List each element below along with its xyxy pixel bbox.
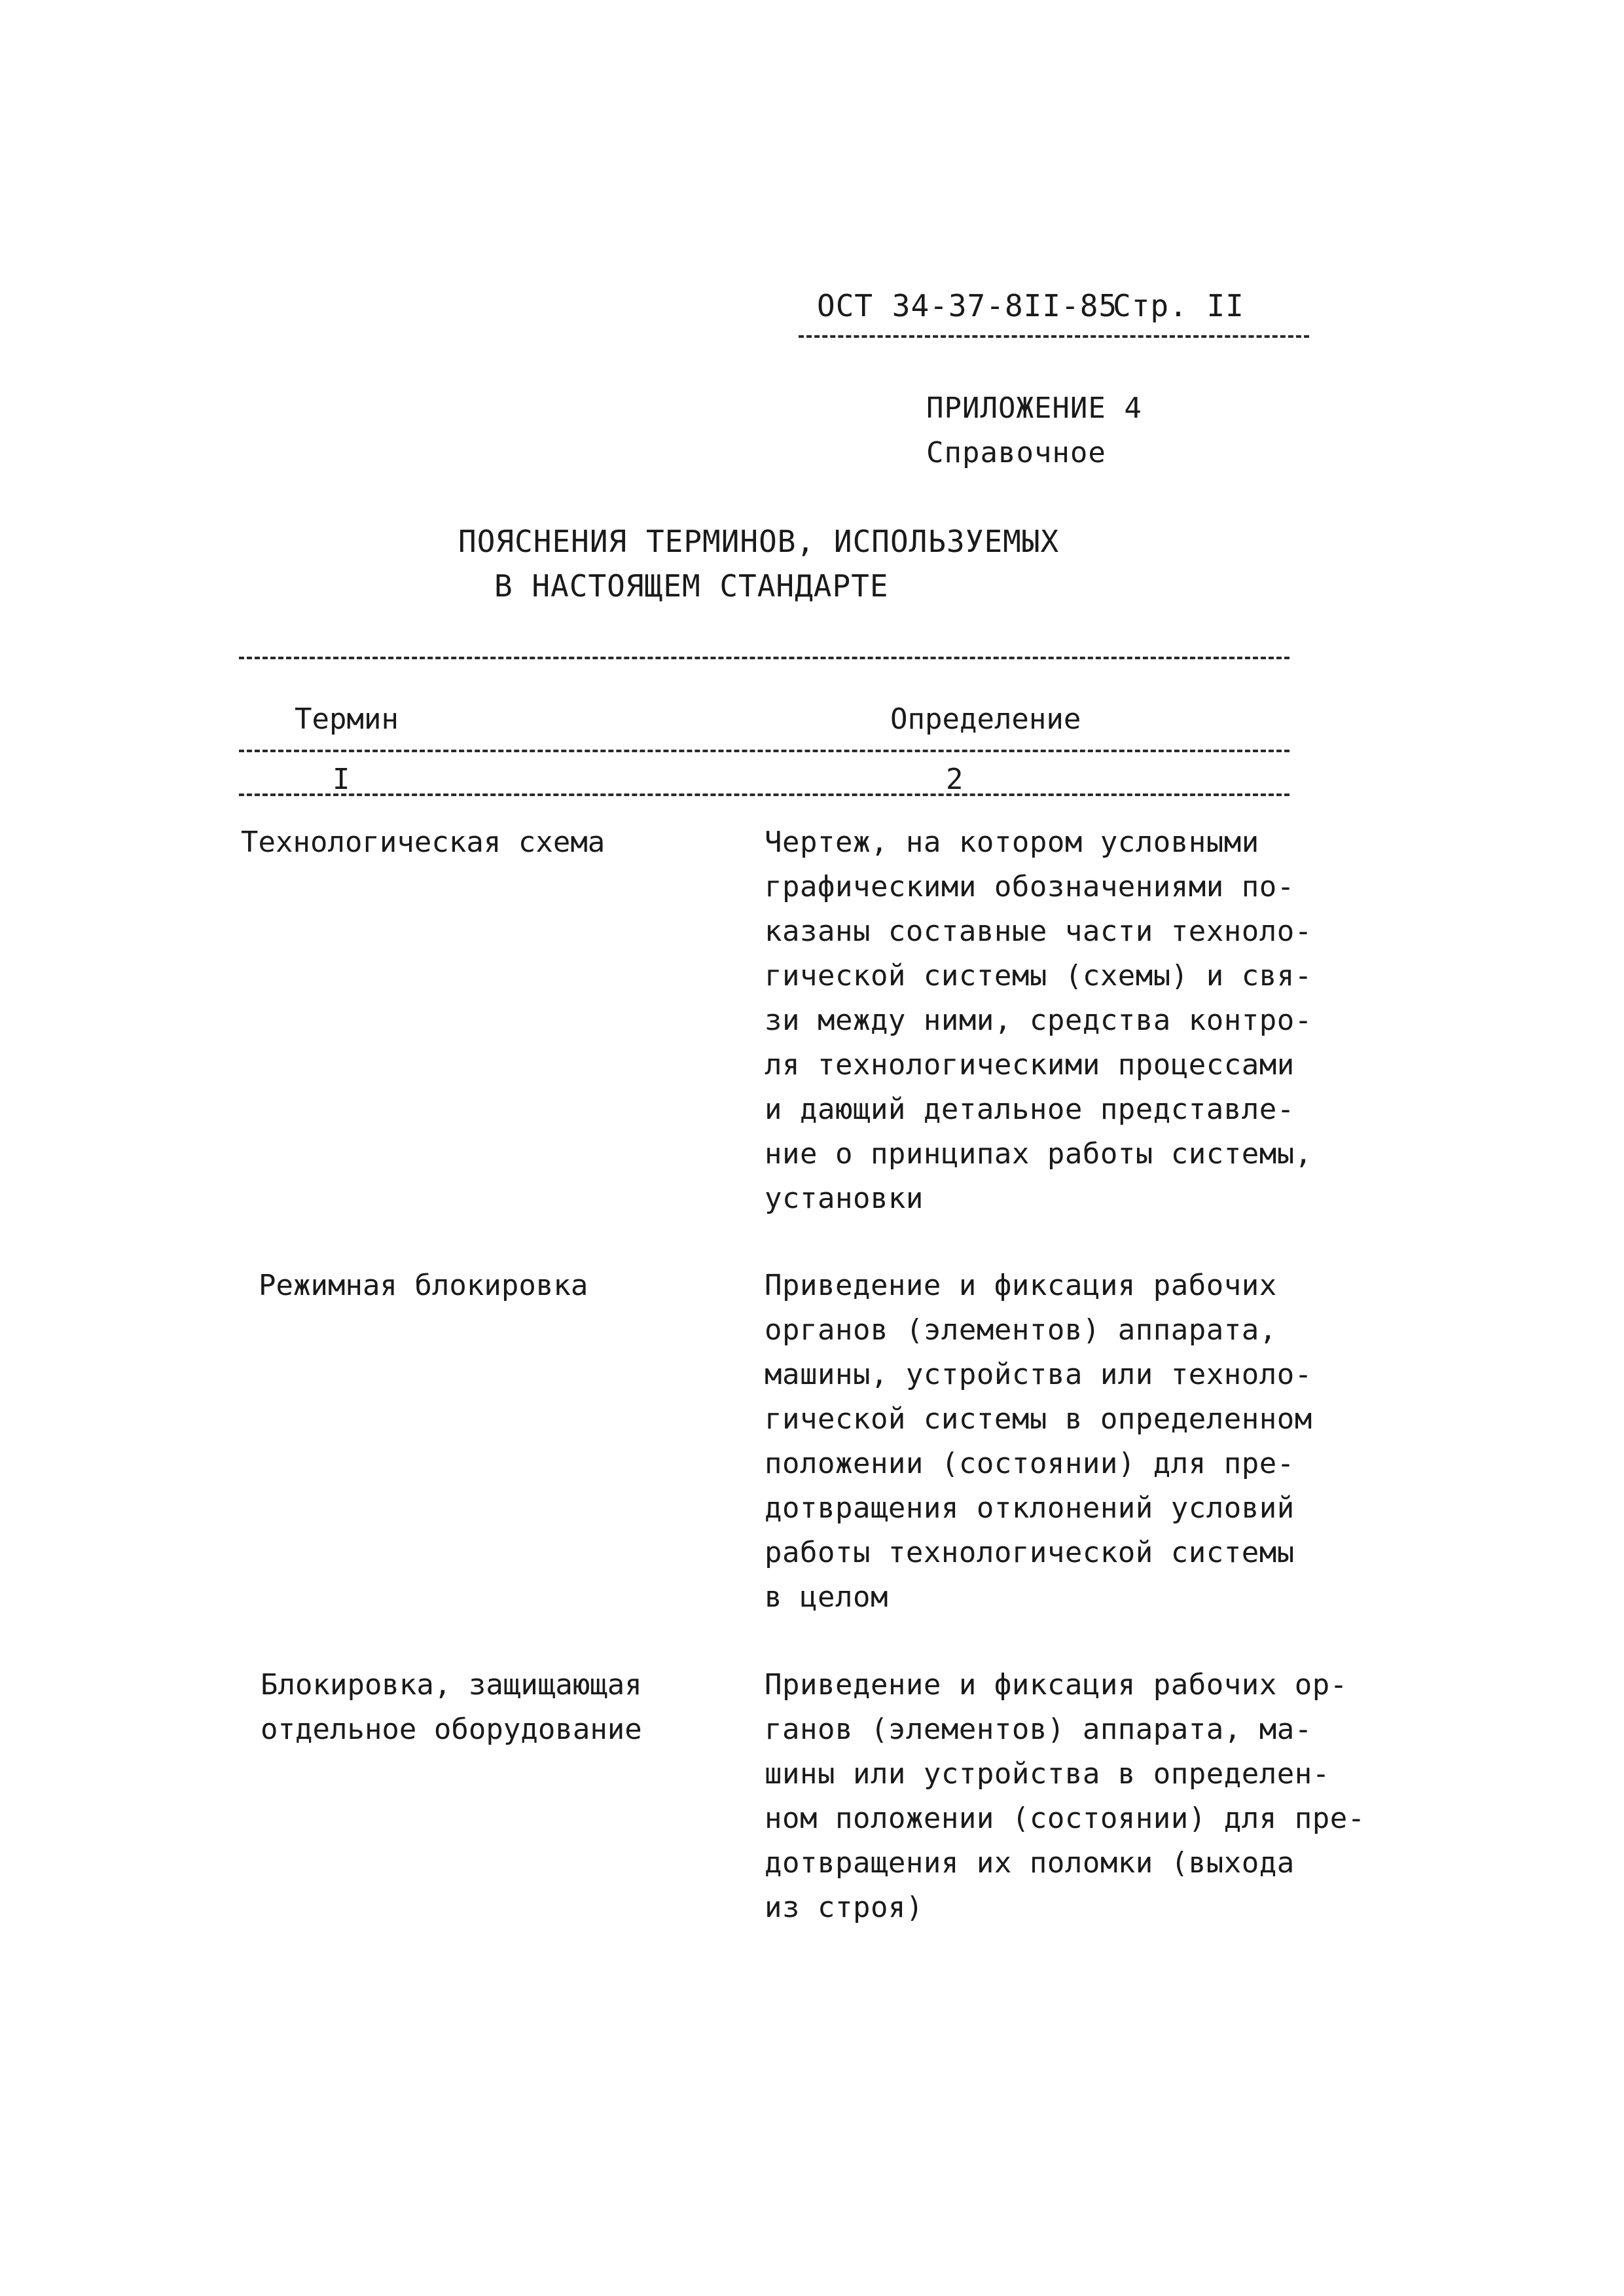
table-row-term: Блокировка, защищающая отдельное оборудование bbox=[261, 1668, 642, 1746]
table-row-term: Технологическая схема bbox=[241, 826, 605, 859]
column-number-definition: 2 bbox=[946, 763, 964, 796]
title-line-2: В НАСТОЯЩЕМ СТАНДАРТЕ bbox=[494, 568, 889, 604]
column-header-definition: Определение bbox=[890, 702, 1081, 736]
table-top-rule bbox=[239, 657, 1290, 659]
table-row-definition: Приведение и фиксация рабочих ор- ганов (элементов) аппарата, ма- шины или устройства в определен- ном положении (состоянии) для пре- дотвращения их поломки (выхода из строя) bbox=[765, 1668, 1365, 1924]
header-separator-rule bbox=[239, 750, 1290, 752]
title-line-1: ПОЯСНЕНИЯ ТЕРМИНОВ, ИСПОЛЬЗУЕМЫХ bbox=[458, 524, 1060, 559]
page-label: Стр. II bbox=[1113, 288, 1244, 323]
table-row-definition: Приведение и фиксация рабочих органов (элементов) аппарата, машины, устройства или техноло- гической системы в определенном положении (состоянии) для пре- дотвращения отклонений условий работы технологической системы в целом bbox=[765, 1269, 1312, 1614]
header-rule bbox=[799, 335, 1309, 338]
table-row-term: Режимная блокировка bbox=[259, 1269, 588, 1302]
column-number-rule bbox=[239, 793, 1290, 796]
column-header-term: Термин bbox=[295, 702, 399, 736]
column-number-term: I bbox=[333, 763, 350, 796]
table-row-definition: Чертеж, на котором условными графическими обозначениями по- казаны составные части техноло- гической системы (схемы) и свя- зи между ними, средства контро- ля технологическими процессами и дающий детальное представле- ние о принципах работы системы, установки bbox=[765, 826, 1312, 1215]
appendix-label: ПРИЛОЖЕНИЕ 4 bbox=[926, 392, 1142, 425]
doc-code: ОСТ 34-37-8II-85 bbox=[817, 288, 1118, 323]
appendix-type: Справочное bbox=[926, 436, 1106, 469]
